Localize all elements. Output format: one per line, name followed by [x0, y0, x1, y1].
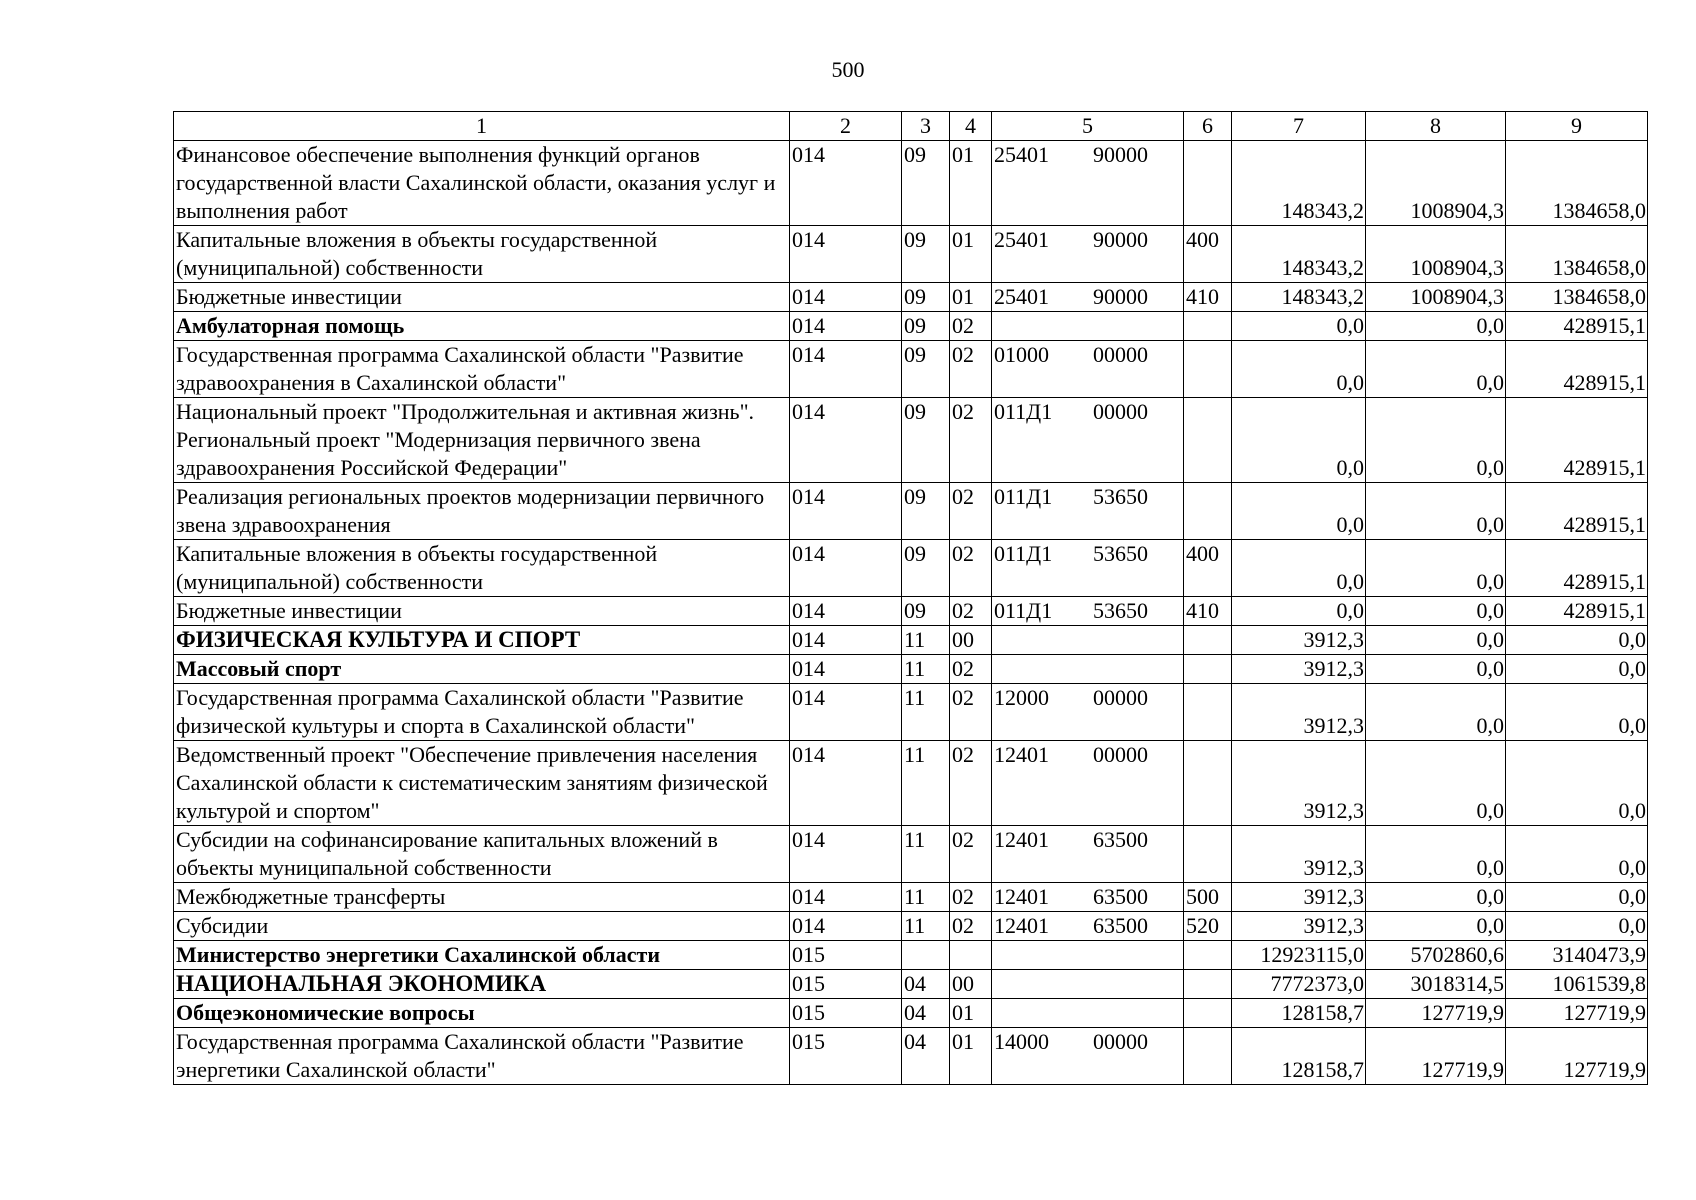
chapter-code: 014: [790, 540, 902, 597]
subsection-code: 02: [950, 483, 992, 540]
amount-col-9: 1061539,8: [1506, 970, 1648, 999]
target-article-code: [992, 970, 1184, 999]
row-name: Финансовое обеспечение выполнения функций органов государственной власти Сахалинской области, оказания услуг и выполнения работ: [174, 141, 790, 226]
target-article-code: [992, 626, 1184, 655]
amount-col-8: 0,0: [1366, 684, 1506, 741]
amount-col-7: 0,0: [1232, 398, 1366, 483]
target-article-code: [992, 312, 1184, 341]
amount-col-9: 0,0: [1506, 912, 1648, 941]
amount-col-8: 3018314,5: [1366, 970, 1506, 999]
subsection-code: 02: [950, 883, 992, 912]
amount-col-8: 5702860,6: [1366, 941, 1506, 970]
target-article-code: [992, 1028, 1184, 1085]
subsection-code: 00: [950, 970, 992, 999]
row-name: НАЦИОНАЛЬНАЯ ЭКОНОМИКА: [174, 970, 790, 999]
row-name: Капитальные вложения в объекты государственной (муниципальной) собственности: [174, 540, 790, 597]
article-direction-part: 90000: [1093, 142, 1148, 167]
column-header: 6: [1184, 112, 1232, 141]
amount-col-7: 0,0: [1232, 341, 1366, 398]
expense-type-code: [1184, 684, 1232, 741]
subsection-code: 01: [950, 999, 992, 1028]
target-article-code: [992, 341, 1184, 398]
table-row: [174, 341, 1648, 398]
target-article-code: [992, 941, 1184, 970]
amount-col-9: 0,0: [1506, 684, 1648, 741]
target-article-code: [992, 283, 1184, 312]
expense-type-code: [1184, 483, 1232, 540]
row-name: Национальный проект "Продолжительная и активная жизнь". Региональный проект "Модернизация первичного звена здравоохранения Российской Федерации": [174, 398, 790, 483]
article-direction-part: 53650: [1093, 598, 1148, 623]
amount-col-8: 1008904,3: [1366, 226, 1506, 283]
chapter-code: 014: [790, 312, 902, 341]
article-direction-part: 90000: [1093, 227, 1148, 252]
expense-type-code: [1184, 970, 1232, 999]
amount-col-9: 0,0: [1506, 741, 1648, 826]
section-code: 09: [902, 398, 950, 483]
row-name: Государственная программа Сахалинской области "Развитие энергетики Сахалинской области": [174, 1028, 790, 1085]
chapter-code: 014: [790, 226, 902, 283]
row-name: Межбюджетные трансферты: [174, 883, 790, 912]
target-article-code: [992, 597, 1184, 626]
expense-type-code: 520: [1184, 912, 1232, 941]
section-code: 09: [902, 312, 950, 341]
row-name: Массовый спорт: [174, 655, 790, 684]
amount-col-8: 0,0: [1366, 626, 1506, 655]
section-code: 04: [902, 999, 950, 1028]
subsection-code: 02: [950, 684, 992, 741]
amount-col-9: 428915,1: [1506, 483, 1648, 540]
target-article-code: [992, 226, 1184, 283]
table-row: [174, 941, 1648, 970]
target-article-code: [992, 398, 1184, 483]
chapter-code: 014: [790, 684, 902, 741]
row-name: Амбулаторная помощь: [174, 312, 790, 341]
chapter-code: 015: [790, 1028, 902, 1085]
article-direction-part: 00000: [1093, 399, 1148, 424]
section-code: 09: [902, 483, 950, 540]
section-code: 09: [902, 283, 950, 312]
row-name: Ведомственный проект "Обеспечение привлечения населения Сахалинской области к систематическим занятиям физической культурой и спортом": [174, 741, 790, 826]
expense-type-code: [1184, 1028, 1232, 1085]
article-direction-part: 63500: [1093, 913, 1148, 938]
amount-col-7: 3912,3: [1232, 826, 1366, 883]
expense-type-code: [1184, 941, 1232, 970]
amount-col-7: 3912,3: [1232, 655, 1366, 684]
amount-col-9: 3140473,9: [1506, 941, 1648, 970]
amount-col-7: 12923115,0: [1232, 941, 1366, 970]
amount-col-9: 0,0: [1506, 883, 1648, 912]
expense-type-code: [1184, 826, 1232, 883]
expense-type-code: [1184, 398, 1232, 483]
article-direction-part: 53650: [1093, 541, 1148, 566]
expense-type-code: 500: [1184, 883, 1232, 912]
article-program-part: 011Д1: [994, 399, 1053, 424]
amount-col-8: 0,0: [1366, 826, 1506, 883]
subsection-code: 01: [950, 141, 992, 226]
subsection-code: 02: [950, 341, 992, 398]
amount-col-9: 0,0: [1506, 655, 1648, 684]
row-name: Бюджетные инвестиции: [174, 597, 790, 626]
amount-col-8: 0,0: [1366, 398, 1506, 483]
article-program-part: 12401: [994, 827, 1049, 852]
chapter-code: 014: [790, 283, 902, 312]
article-direction-part: 53650: [1093, 484, 1148, 509]
amount-col-8: 0,0: [1366, 912, 1506, 941]
budget-table: [173, 111, 1648, 1085]
target-article-code: [992, 912, 1184, 941]
amount-col-8: 1008904,3: [1366, 141, 1506, 226]
table-row: [174, 1028, 1648, 1085]
section-code: 09: [902, 141, 950, 226]
article-program-part: 12401: [994, 742, 1049, 767]
table-row: [174, 312, 1648, 341]
amount-col-9: 0,0: [1506, 826, 1648, 883]
row-name: Министерство энергетики Сахалинской области: [174, 941, 790, 970]
chapter-code: 014: [790, 141, 902, 226]
subsection-code: 00: [950, 626, 992, 655]
target-article-code: [992, 999, 1184, 1028]
amount-col-9: 0,0: [1506, 626, 1648, 655]
amount-col-7: 3912,3: [1232, 883, 1366, 912]
expense-type-code: [1184, 626, 1232, 655]
table-row: [174, 540, 1648, 597]
column-header: 4: [950, 112, 992, 141]
table-row: [174, 483, 1648, 540]
amount-col-7: 3912,3: [1232, 912, 1366, 941]
table-row: [174, 597, 1648, 626]
amount-col-7: 3912,3: [1232, 626, 1366, 655]
amount-col-7: 148343,2: [1232, 226, 1366, 283]
table-row: [174, 141, 1648, 226]
row-name: Капитальные вложения в объекты государственной (муниципальной) собственности: [174, 226, 790, 283]
subsection-code: [950, 941, 992, 970]
chapter-code: 014: [790, 655, 902, 684]
amount-col-7: 3912,3: [1232, 684, 1366, 741]
subsection-code: 02: [950, 398, 992, 483]
amount-col-7: 0,0: [1232, 312, 1366, 341]
row-name: Субсидии: [174, 912, 790, 941]
chapter-code: 014: [790, 597, 902, 626]
row-name: Общеэкономические вопросы: [174, 999, 790, 1028]
article-direction-part: 90000: [1093, 284, 1148, 309]
amount-col-8: 0,0: [1366, 883, 1506, 912]
column-header: 1: [174, 112, 790, 141]
article-program-part: 14000: [994, 1029, 1049, 1054]
subsection-code: 02: [950, 912, 992, 941]
subsection-code: 01: [950, 283, 992, 312]
amount-col-8: 0,0: [1366, 341, 1506, 398]
row-name: Государственная программа Сахалинской области "Развитие здравоохранения в Сахалинской области": [174, 341, 790, 398]
table-row: [174, 883, 1648, 912]
section-code: 11: [902, 912, 950, 941]
section-code: 11: [902, 826, 950, 883]
table-row: [174, 398, 1648, 483]
section-code: 11: [902, 626, 950, 655]
amount-col-8: 0,0: [1366, 597, 1506, 626]
table-row: [174, 912, 1648, 941]
chapter-code: 014: [790, 626, 902, 655]
row-name: Государственная программа Сахалинской области "Развитие физической культуры и спорта в Сахалинской области": [174, 684, 790, 741]
article-direction-part: 63500: [1093, 884, 1148, 909]
target-article-code: [992, 826, 1184, 883]
target-article-code: [992, 684, 1184, 741]
amount-col-7: 128158,7: [1232, 999, 1366, 1028]
amount-col-8: 0,0: [1366, 540, 1506, 597]
target-article-code: [992, 540, 1184, 597]
amount-col-8: 1008904,3: [1366, 283, 1506, 312]
table-row: [174, 826, 1648, 883]
amount-col-7: 148343,2: [1232, 141, 1366, 226]
column-header: 8: [1366, 112, 1506, 141]
amount-col-9: 428915,1: [1506, 597, 1648, 626]
amount-col-7: 128158,7: [1232, 1028, 1366, 1085]
section-code: 09: [902, 341, 950, 398]
article-direction-part: 63500: [1093, 827, 1148, 852]
chapter-code: 014: [790, 883, 902, 912]
amount-col-9: 127719,9: [1506, 1028, 1648, 1085]
article-program-part: 25401: [994, 227, 1049, 252]
column-header: 9: [1506, 112, 1648, 141]
column-header: 7: [1232, 112, 1366, 141]
section-code: 04: [902, 1028, 950, 1085]
article-program-part: 12401: [994, 913, 1049, 938]
target-article-code: [992, 741, 1184, 826]
amount-col-9: 127719,9: [1506, 999, 1648, 1028]
chapter-code: 015: [790, 941, 902, 970]
amount-col-8: 0,0: [1366, 312, 1506, 341]
amount-col-8: 127719,9: [1366, 999, 1506, 1028]
article-program-part: 25401: [994, 284, 1049, 309]
section-code: 11: [902, 684, 950, 741]
section-code: 11: [902, 883, 950, 912]
amount-col-9: 1384658,0: [1506, 226, 1648, 283]
amount-col-7: 7772373,0: [1232, 970, 1366, 999]
article-program-part: 12401: [994, 884, 1049, 909]
row-name: Субсидии на софинансирование капитальных вложений в объекты муниципальной собственности: [174, 826, 790, 883]
amount-col-7: 0,0: [1232, 483, 1366, 540]
amount-col-8: 127719,9: [1366, 1028, 1506, 1085]
amount-col-9: 1384658,0: [1506, 141, 1648, 226]
target-article-code: [992, 141, 1184, 226]
section-code: 09: [902, 540, 950, 597]
amount-col-8: 0,0: [1366, 483, 1506, 540]
row-name: ФИЗИЧЕСКАЯ КУЛЬТУРА И СПОРТ: [174, 626, 790, 655]
article-program-part: 011Д1: [994, 598, 1053, 623]
article-program-part: 25401: [994, 142, 1049, 167]
amount-col-7: 148343,2: [1232, 283, 1366, 312]
amount-col-9: 428915,1: [1506, 341, 1648, 398]
row-name: Бюджетные инвестиции: [174, 283, 790, 312]
expense-type-code: [1184, 999, 1232, 1028]
article-direction-part: 00000: [1093, 742, 1148, 767]
article-direction-part: 00000: [1093, 342, 1148, 367]
expense-type-code: 400: [1184, 540, 1232, 597]
expense-type-code: [1184, 655, 1232, 684]
target-article-code: [992, 655, 1184, 684]
section-code: 11: [902, 741, 950, 826]
expense-type-code: 410: [1184, 283, 1232, 312]
column-header: 5: [992, 112, 1184, 141]
amount-col-7: 0,0: [1232, 540, 1366, 597]
section-code: 09: [902, 226, 950, 283]
table-row: [174, 684, 1648, 741]
subsection-code: 02: [950, 826, 992, 883]
table-row: [174, 999, 1648, 1028]
section-code: 09: [902, 597, 950, 626]
subsection-code: 02: [950, 540, 992, 597]
article-program-part: 01000: [994, 342, 1049, 367]
subsection-code: 02: [950, 741, 992, 826]
chapter-code: 014: [790, 741, 902, 826]
expense-type-code: [1184, 312, 1232, 341]
section-code: 11: [902, 655, 950, 684]
amount-col-9: 1384658,0: [1506, 283, 1648, 312]
subsection-code: 02: [950, 655, 992, 684]
table-row: [174, 626, 1648, 655]
column-header: 3: [902, 112, 950, 141]
table-header-row: [174, 112, 1648, 141]
chapter-code: 014: [790, 483, 902, 540]
article-program-part: 011Д1: [994, 541, 1053, 566]
article-direction-part: 00000: [1093, 1029, 1148, 1054]
expense-type-code: [1184, 341, 1232, 398]
amount-col-9: 428915,1: [1506, 312, 1648, 341]
section-code: [902, 941, 950, 970]
page-number: 500: [831, 57, 865, 82]
table-row: [174, 655, 1648, 684]
amount-col-9: 428915,1: [1506, 398, 1648, 483]
article-direction-part: 00000: [1093, 685, 1148, 710]
amount-col-8: 0,0: [1366, 741, 1506, 826]
chapter-code: 014: [790, 826, 902, 883]
table-row: [174, 970, 1648, 999]
expense-type-code: 400: [1184, 226, 1232, 283]
amount-col-7: 3912,3: [1232, 741, 1366, 826]
chapter-code: 014: [790, 398, 902, 483]
subsection-code: 01: [950, 1028, 992, 1085]
table-row: [174, 226, 1648, 283]
row-name: Реализация региональных проектов модернизации первичного звена здравоохранения: [174, 483, 790, 540]
table-row: [174, 741, 1648, 826]
target-article-code: [992, 483, 1184, 540]
target-article-code: [992, 883, 1184, 912]
chapter-code: 014: [790, 912, 902, 941]
article-program-part: 011Д1: [994, 484, 1053, 509]
amount-col-7: 0,0: [1232, 597, 1366, 626]
subsection-code: 01: [950, 226, 992, 283]
expense-type-code: 410: [1184, 597, 1232, 626]
expense-type-code: [1184, 141, 1232, 226]
expense-type-code: [1184, 741, 1232, 826]
table-row: [174, 283, 1648, 312]
amount-col-8: 0,0: [1366, 655, 1506, 684]
article-program-part: 12000: [994, 685, 1049, 710]
amount-col-9: 428915,1: [1506, 540, 1648, 597]
subsection-code: 02: [950, 312, 992, 341]
chapter-code: 015: [790, 970, 902, 999]
section-code: 04: [902, 970, 950, 999]
column-header: 2: [790, 112, 902, 141]
subsection-code: 02: [950, 597, 992, 626]
chapter-code: 015: [790, 999, 902, 1028]
chapter-code: 014: [790, 341, 902, 398]
